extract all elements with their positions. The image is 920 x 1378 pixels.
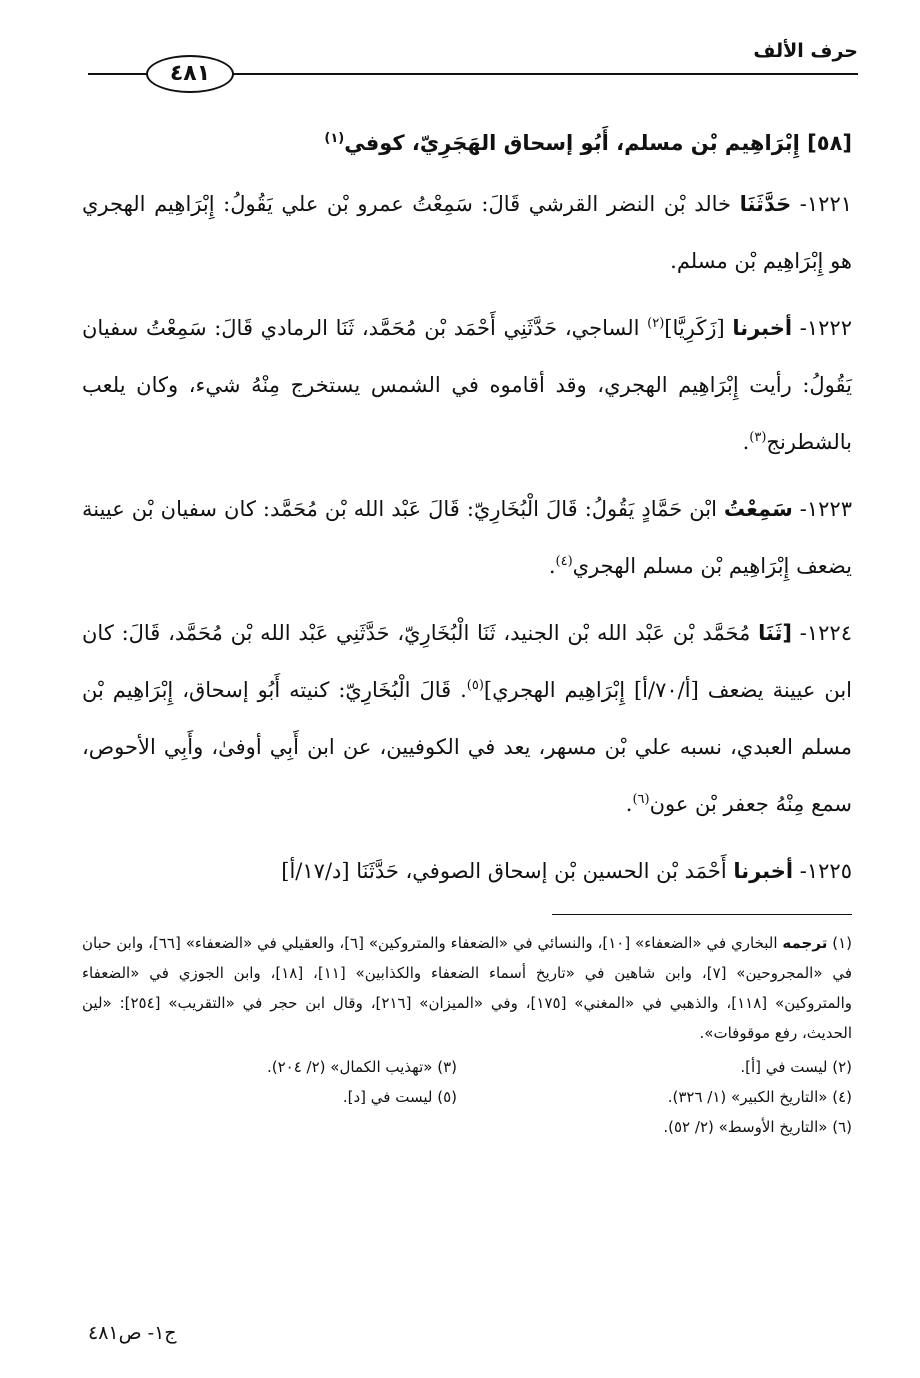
footnote-ref: (٤)	[555, 554, 573, 569]
footnote-text: البخاري في «الضعفاء» [١٠]، والنسائي في «الضعفاء والمتروكين» [٦]، والعقيلي في «الضعفاء» [٦٦]، وابن حبان في «المجروحين» [٧]، وابن شاهين في «تاريخ أسماء الضعفاء والكذابين» [١١]، [١٨]، وابن الجوزي في «الضعفاء والمتروكين» [١١٨]، والذهبي في «المغني» [١٧٥]، وفي «الميزان» [٢١٦]، وقال ابن حجر في «التقريب» [٢٥٤]: «لين الحديث، رفع موقوفات».	[82, 934, 852, 1042]
volume-page-reference: ج١- ص٤٨١	[88, 1322, 177, 1344]
footnote-grid	[82, 1052, 852, 1142]
narration-text: .	[625, 792, 633, 816]
narration-text: الساجي، حَدَّثَنِي أَحْمَد بْن مُحَمَّد، ثَنَا الرمادي قَالَ: سَمِعْتُ سفيان يَقُولُ: رأيت إِبْرَاهِيم الهجري، وقد أقاموه في الشمس يستخرج مِنْهُ شيء، وكان يلعب بالشطرنج	[82, 316, 852, 454]
footnote-3: (٣) «تهذيب الكمال» (٢/ ٢٠٤).	[266, 1058, 457, 1076]
footnote-5: (٥) ليست في [د].	[342, 1088, 457, 1106]
footnote-ref: (٥)	[466, 678, 484, 693]
narration-1221	[82, 176, 852, 290]
narration-number: ١٢٢٢-	[792, 316, 852, 340]
footnote-1	[82, 928, 852, 1048]
narration-1223	[82, 481, 852, 595]
narration-text: أَحْمَد بْن الحسين بْن إسحاق الصوفي، حَدَّثَنَا [د/١٧/أ]	[281, 859, 734, 883]
narration-keyword: أخبرنا	[732, 316, 793, 340]
entry-title	[82, 118, 852, 168]
narration-1222	[82, 300, 852, 471]
main-text	[82, 118, 852, 910]
narration-text: .	[548, 554, 556, 578]
page-number-badge: ٤٨١	[146, 55, 234, 93]
narration-text: [زَكَرِيَّا]	[664, 316, 733, 340]
narration-text: خالد بْن النضر القرشي قَالَ: سَمِعْتُ عمرو بْن علي يَقُولُ: إِبْرَاهِيم الهجري هو إِبْرَاهِيم بْن مسلم.	[82, 192, 852, 273]
footnote-ref: (١)	[324, 131, 345, 146]
narration-text: مُحَمَّد بْن عَبْد الله بْن الجنيد، ثَنَا الْبُخَارِيّ، حَدَّثَنِي عَبْد الله بْن مُحَمَّد، قَالَ: كان ابن عيينة يضعف [أ/٧٠/أ] إِبْرَاهِيم الهجري]	[82, 621, 852, 702]
narration-number: ١٢٢١-	[791, 192, 853, 216]
entry-title-text: [٥٨] إِبْرَاهِيم بْن مسلم، أَبُو إسحاق الهَجَرِيّ، كوفي	[344, 131, 852, 155]
narration-text: .	[742, 430, 750, 454]
footnote-keyword: ترجمه	[782, 934, 828, 952]
narration-number: ١٢٢٤-	[792, 621, 852, 645]
footnote-number: (١)	[827, 934, 852, 952]
footnote-separator	[552, 914, 852, 915]
page-header	[88, 40, 858, 100]
narration-number: ١٢٢٣-	[792, 497, 852, 521]
narration-number: ١٢٢٥-	[793, 859, 852, 883]
narration-text: . قَالَ الْبُخَارِيّ: كنيته أَبُو إسحاق، إِبْرَاهِيم بْن مسلم العبدي، نسبه علي بْن مسهر، يعد في الكوفيين، عن ابن أَبِي أوفىٰ، وأَبِي الأحوص، سمع مِنْهُ جعفر بْن عون	[82, 678, 852, 816]
narration-keyword: أخبرنا	[733, 859, 794, 883]
narration-1224	[82, 605, 852, 833]
narration-1225	[82, 843, 852, 900]
footnote-4: (٤) «التاريخ الكبير» (١/ ٣٢٦).	[667, 1088, 852, 1106]
footnotes	[82, 928, 852, 1142]
chapter-title: حرف الألف	[753, 40, 858, 62]
footnote-2: (٢) ليست في [أ].	[740, 1058, 852, 1076]
footnote-6: (٦) «التاريخ الأوسط» (٢/ ٥٢).	[663, 1118, 852, 1136]
narration-keyword: سَمِعْتُ	[723, 497, 793, 521]
footnote-ref: (٢)	[647, 316, 665, 331]
narration-keyword: حَدَّثَنَا	[739, 192, 792, 216]
footnote-ref: (٣)	[749, 430, 767, 445]
narration-text: ابْن حَمَّادٍ يَقُولُ: قَالَ الْبُخَارِيّ: قَالَ عَبْد الله بْن مُحَمَّد: كان سفيان بْن عيينة يضعف إِبْرَاهِيم بْن مسلم الهجري	[82, 497, 852, 578]
narration-keyword: [ثَنَا	[758, 621, 793, 645]
footnote-ref: (٦)	[632, 792, 650, 807]
